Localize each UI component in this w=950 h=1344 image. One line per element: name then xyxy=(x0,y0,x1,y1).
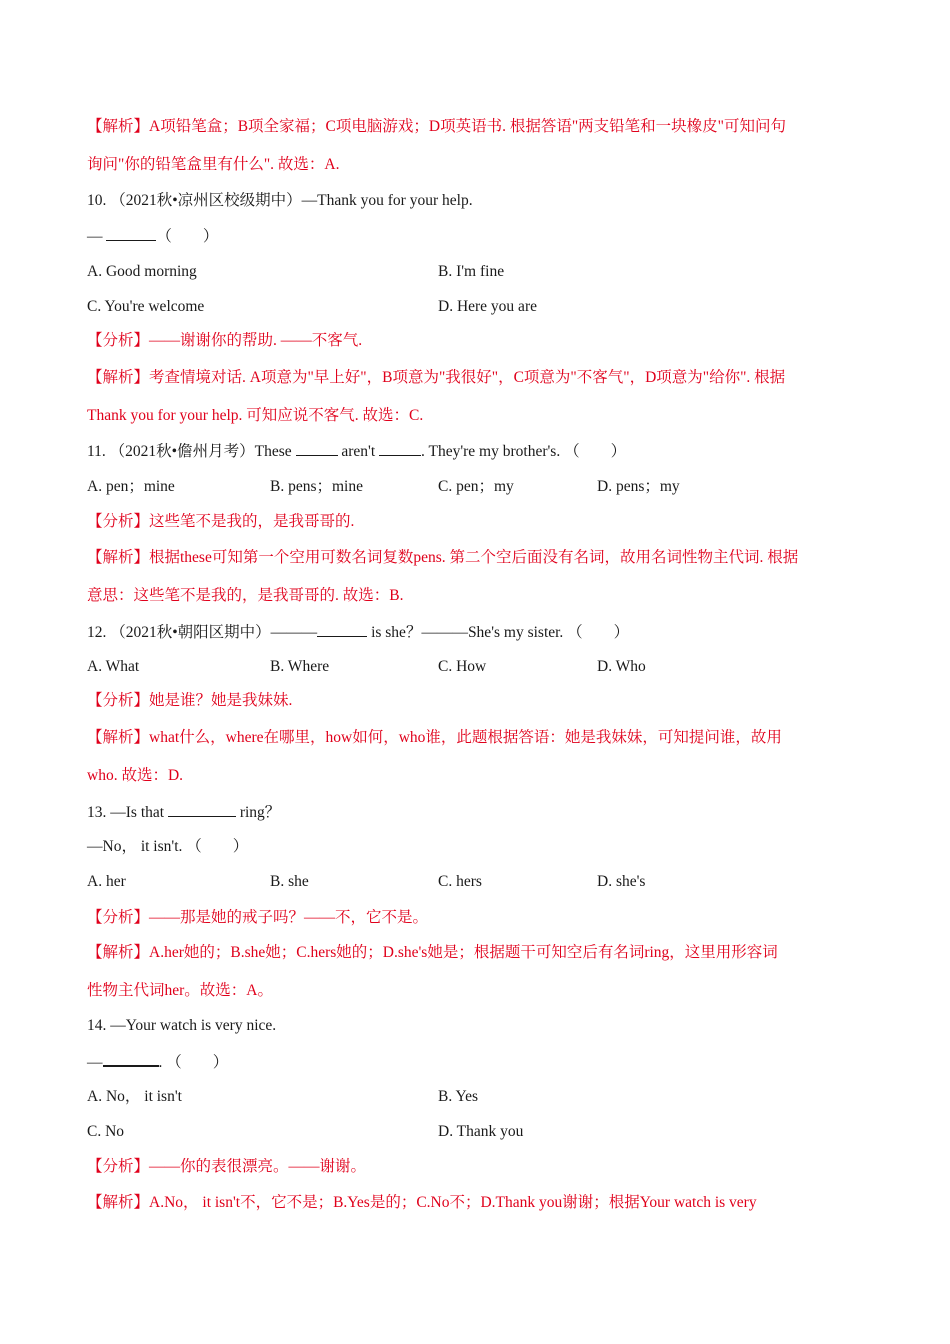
q11-option-b: B. pens；mine xyxy=(270,478,363,495)
q13-stem xyxy=(87,802,864,823)
q14-reply xyxy=(87,1051,864,1073)
q9-explanation-line-1: 【解析】A项铅笔盒；B项全家福；C项电脑游戏；D项英语书. 根据答语"两支铅笔和一块橡皮"可知问句 xyxy=(87,118,786,135)
q13-explanation-line-2: 性物主代词her。故选：A。 xyxy=(87,982,273,999)
q10-option-c: C. You're welcome xyxy=(87,298,205,315)
q11-stem-part-3: . They're my brother's. （ ） xyxy=(421,443,627,460)
q12-analysis: 【分析】她是谁？她是我妹妹. xyxy=(87,692,293,709)
q14-option-d: D. Thank you xyxy=(438,1123,524,1140)
q12-stem-part-2: is she？———She's my sister. （ ） xyxy=(367,624,630,641)
q9-explanation-line-2: 询问"你的铅笔盒里有什么". 故选：A. xyxy=(87,156,340,173)
q10-explanation-line-2: Thank you for your help. 可知应说不客气. 故选：C. xyxy=(87,407,424,424)
q11-option-d: D. pens；my xyxy=(597,478,680,495)
q12-explanation-line-1: 【解析】what什么，where在哪里，how如何，who谁，此题根据答语：她是我妹妹，可知提问谁，故用 xyxy=(87,729,782,746)
q11-explanation-line-1: 【解析】根据these可知第一个空用可数名词复数pens. 第二个空后面没有名词，故用名词性物主代词. 根据 xyxy=(87,549,799,566)
q12-option-d: D. Who xyxy=(597,658,646,675)
q12-stem-part-1: 12. （2021秋•朝阳区期中）——— xyxy=(87,624,318,641)
q12-explanation-line-2: who. 故选：D. xyxy=(87,767,184,784)
q14-option-a: A. No， it isn't xyxy=(87,1088,182,1105)
q10-reply-paren: （ ） xyxy=(156,228,219,245)
q11-stem-part-1: 11. （2021秋•儋州月考）These xyxy=(87,443,296,460)
q10-stem: 10. （2021秋•凉州区校级期中）—Thank you for your help. xyxy=(87,192,473,209)
q11-blank-2 xyxy=(379,441,421,456)
q12-stem xyxy=(87,622,864,643)
q13-stem-part-2: ring？ xyxy=(235,804,281,821)
q14-reply-paren: . （ ） xyxy=(158,1054,229,1071)
q13-explanation-line-1: 【解析】A.her她的；B.she她；C.hers她的；D.she's她是；根据题干可知空后有名词ring，这里用形容词 xyxy=(87,944,778,961)
q10-answer-blank xyxy=(106,226,156,241)
q11-explanation-line-2: 意思：这些笔不是我的，是我哥哥的. 故选：B. xyxy=(87,587,404,604)
q11-analysis: 【分析】这些笔不是我的，是我哥哥的. xyxy=(87,513,355,530)
q14-option-c: C. No xyxy=(87,1123,125,1140)
q13-option-b: B. she xyxy=(270,873,309,890)
q12-option-a: A. What xyxy=(87,658,140,675)
q14-analysis: 【分析】——你的表很漂亮。——谢谢。 xyxy=(87,1158,367,1175)
q14-explanation-line-1: 【解析】A.No， it isn't不，它不是；B.Yes是的；C.No不；D.Thank you谢谢；根据Your watch is very xyxy=(87,1194,757,1211)
q12-option-b: B. Where xyxy=(270,658,330,675)
q12-blank xyxy=(317,622,367,637)
q10-option-a: A. Good morning xyxy=(87,263,197,280)
q13-reply: —No， it isn't. （ ） xyxy=(87,838,249,855)
q10-analysis: 【分析】——谢谢你的帮助. ——不客气. xyxy=(87,332,363,349)
q11-stem xyxy=(87,441,864,462)
q11-option-c: C. pen；my xyxy=(438,478,514,495)
q10-explanation-line-1: 【解析】考查情境对话. A项意为"早上好"，B项意为"我很好"，C项意为"不客气"，D项意为"给你". 根据 xyxy=(87,369,786,386)
q10-option-d: D. Here you are xyxy=(438,298,537,315)
q10-option-b: B. I'm fine xyxy=(438,263,505,280)
q13-blank xyxy=(168,802,236,817)
q11-option-a: A. pen；mine xyxy=(87,478,175,495)
q14-answer-blank xyxy=(103,1051,159,1067)
q13-option-a: A. her xyxy=(87,873,126,890)
q12-option-c: C. How xyxy=(438,658,487,675)
q14-option-b: B. Yes xyxy=(438,1088,479,1105)
q14-stem: 14. —Your watch is very nice. xyxy=(87,1017,277,1034)
q14-reply-dash: — xyxy=(87,1054,103,1071)
q13-analysis: 【分析】——那是她的戒子吗？——不，它不是。 xyxy=(87,909,429,926)
q10-reply-dash: — xyxy=(87,228,107,245)
q11-blank-1 xyxy=(296,441,338,456)
q10-reply xyxy=(87,226,864,247)
q13-option-c: C. hers xyxy=(438,873,482,890)
q13-option-d: D. she's xyxy=(597,873,646,890)
q11-stem-part-2: aren't xyxy=(337,443,380,460)
q13-stem-part-1: 13. —Is that xyxy=(87,804,168,821)
